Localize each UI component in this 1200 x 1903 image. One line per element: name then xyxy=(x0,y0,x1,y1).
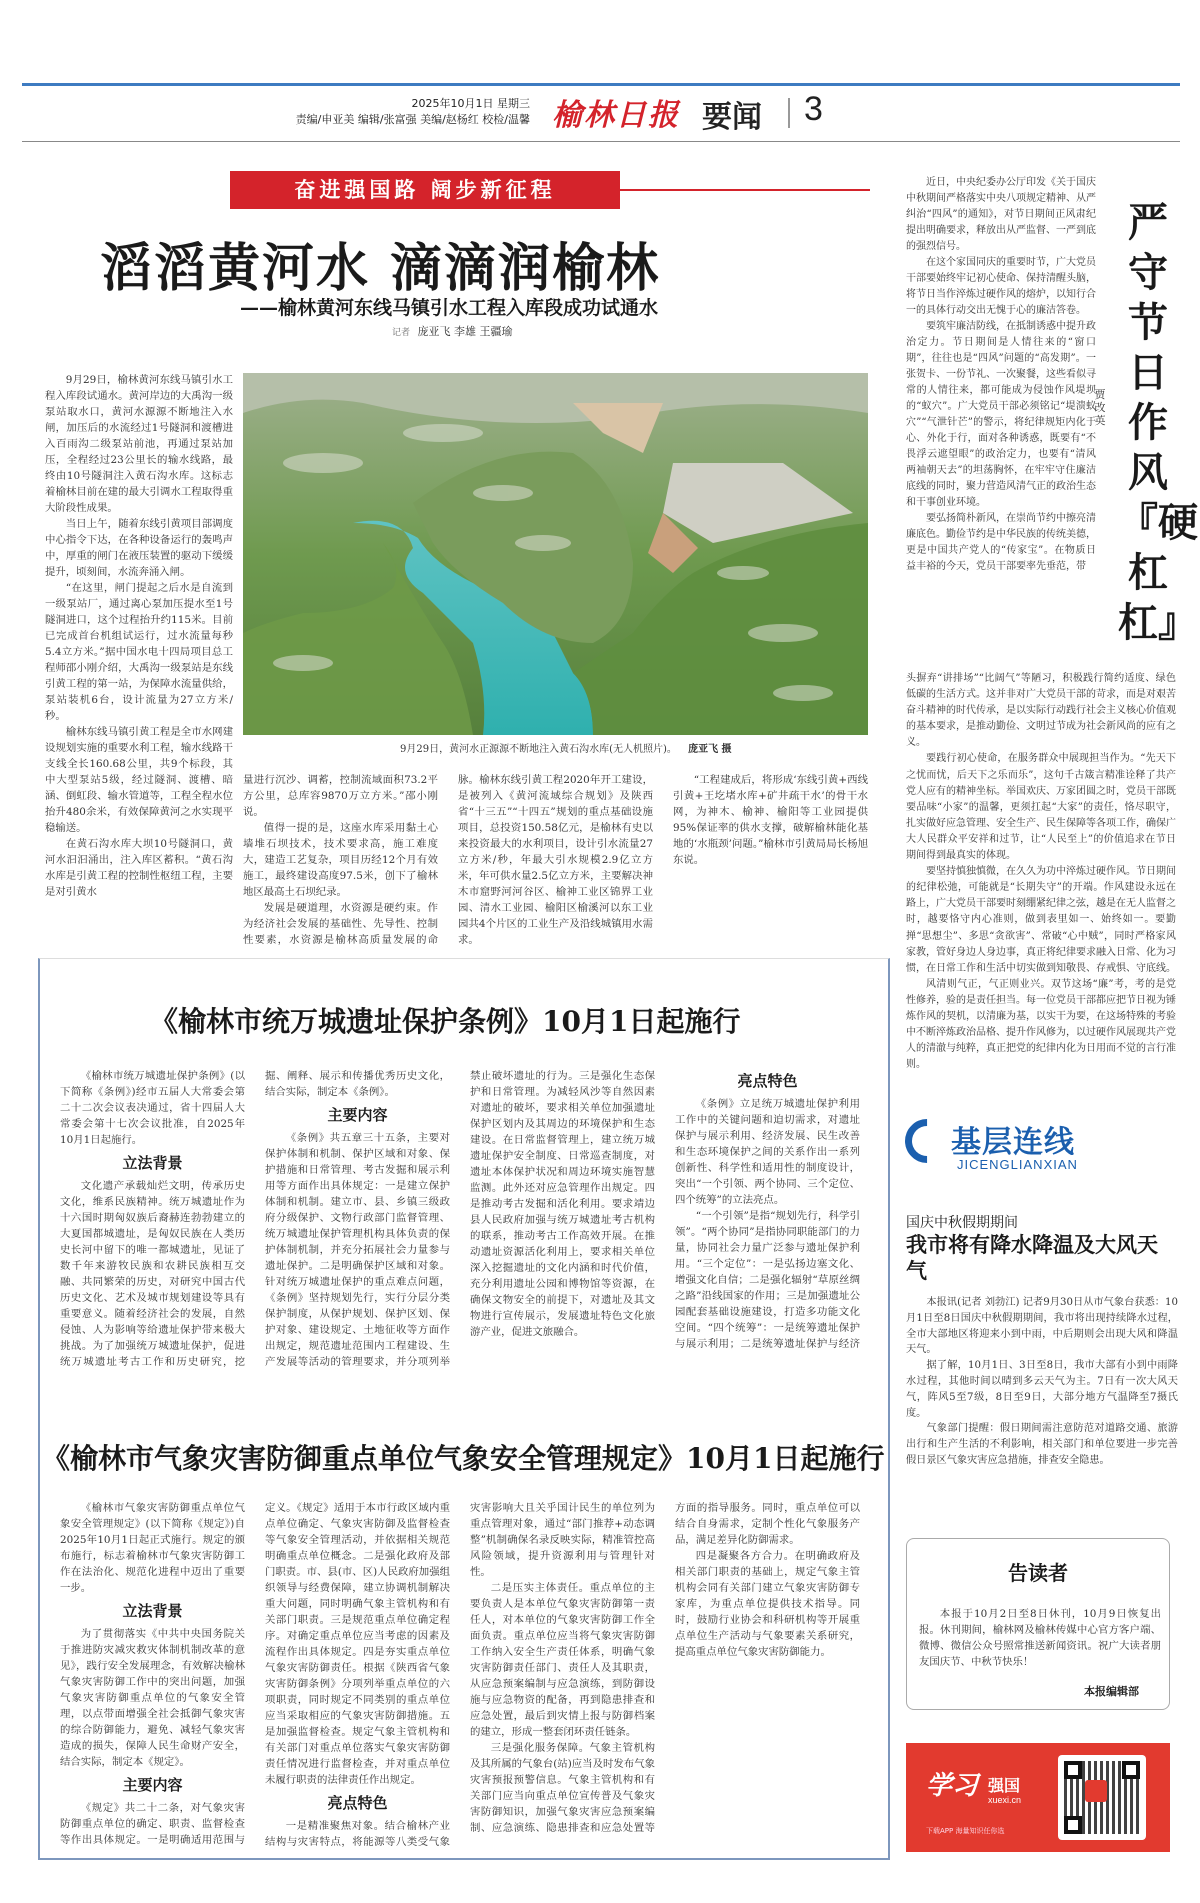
masthead-meta xyxy=(296,96,530,128)
paragraph: 榆林东线马镇引黄工程是全市水网建设规划实施的重要水利工程，输水线路干支线全长160.68公里，共9个标段，其中大型泵站5级，经过隧洞、渡槽、暗涵、倒虹段、输水管道等，工程全程水位抬升480余米，有效保障黄河之水实现平稳输送。 xyxy=(45,726,233,834)
law1-body xyxy=(60,1068,860,1373)
lead-byline xyxy=(392,323,513,339)
paragraph: 一是精准聚焦对象。结合榆林产业结构与灾害特点，将能源等八类受气象灾害影响大且关乎国计民生的单位列为重点管理对象，通过“部门推荐+动态调整”机制确保名录反映实际，精准管控高风险领域，提升资源利用与管理针对性。 xyxy=(265,1502,655,1848)
paragraph: 值得一提的是，这座水库采用黏土心墙堆石坝技术，技术要求高，施工难度大，建造工艺复杂，项目历经12个月有效施工，最终建设高度97.5米，创下了榆林地区最高土石坝纪录。 xyxy=(243,822,438,898)
section-heading: 主要内容 xyxy=(327,1106,388,1124)
weather-body xyxy=(906,1295,1178,1515)
paragraph: 在黄石沟水库大坝10号隧洞口，黄河水汩汩涌出，注入库区蓄积。“黄石沟水库是引黄工程的控制性枢纽工程，主要是对引黄水 xyxy=(45,838,233,898)
paragraph: 9月29日，榆林黄河东线马镇引水工程入库段试通水。黄河岸边的大禹沟一级泵站取水口，黄河水源源不断地注入水闸，加压后的水流经过1号隧洞和渡槽进入百雨沟二级泵站前池，再通过泵站加压，全程经过23公里长的输水线路，最终由10号隧洞注入黄石沟水库。这标志着榆林目前在建的最大引调水工程取得重大阶段性成果。 xyxy=(45,374,233,514)
xuexi-logo: 学习 xyxy=(926,1771,979,1801)
logo-chinese: 基层连线 xyxy=(951,1125,1075,1160)
section-heading: 亮点特色 xyxy=(737,1072,798,1090)
paragraph: “一个引领”是指“规划先行，科学引领”。“两个协同”是指协同职能部门的力量，协同社会力量广泛参与遗址保护利用。“三个定位”：一是弘扬边塞文化、增强文化自信；二是强化辐射“草原丝绸之路”沿线国家的作用；三是加强遗址公园配套基础设施建设，打造多功能文化空间。“四个统筹”：一是统筹遗址保护与展示利用；二是统筹遗址保护与经济 xyxy=(675,1210,860,1350)
section-heading: 立法背景 xyxy=(122,1602,183,1620)
xuexi-qiangguo-ad[interactable] xyxy=(906,1743,1170,1852)
paragraph: 近日，中央纪委办公厅印发《关于国庆中秋期间严格落实中央八项规定精神、从严纠治“四风”的通知》，对节日期间正风肃纪提出明确要求，释放出从严监督、一严到底的强烈信号。 xyxy=(906,177,1096,252)
byline-names: 庞亚飞 李雄 王疆瑜 xyxy=(417,325,513,338)
weather-headline: 我市将有降水降温及大风天气 xyxy=(906,1232,1158,1283)
reservoir-photo-illustration xyxy=(243,373,868,735)
issue-date: 2025年10月1日 星期三 xyxy=(411,97,530,110)
qr-finder-icon xyxy=(1122,1761,1140,1779)
jiceng-lianxian-logo xyxy=(905,1117,1125,1177)
editor-credits: 责编/申亚美 编辑/张富强 美编/赵杨红 校检/温馨 xyxy=(295,113,530,126)
paragraph: 量进行沉沙、调蓄，控制流域面积73.2平方公里，总库容9870万立方米。”邵小刚说。 xyxy=(243,774,438,818)
paragraph: 《条例》立足统万城遗址保护利用工作中的关键问题和迫切需求，对遗址保护与展示利用、经济发展、民生改善和生态环境保护之间的关系作出一系列创新性、科学性和适用性的制度设计，突出“一个引领、两个协同、三个定位、四个统筹”的立法亮点。 xyxy=(675,1098,860,1206)
photo-caption xyxy=(400,740,732,755)
paragraph: 气象部门提醒：假日期间需注意防范对道路交通、旅游出行和生产生活的不利影响，相关部门和单位要进一步完善假日景区气象灾害应急措施，排查安全隐患。 xyxy=(906,1423,1178,1466)
paragraph: 当日上午，随着东线引黄项目部调度中心指令下达，在各种设备运行的轰鸣声中，厚重的闸门在液压装置的驱动下缓缓提升，顷刻间，水流奔涌入闸。 xyxy=(45,518,233,578)
paragraph: 本报讯(记者 刘勃江) 记者9月30日从市气象台获悉：10月1日至8日国庆中秋假期期间，我市将出现持续降水过程，全市大部地区将迎来小到中雨，中后期则会出现大风和降温天气。 xyxy=(906,1297,1178,1356)
qr-finder-icon xyxy=(1064,1816,1082,1834)
law2-headline: 《榆林市气象灾害防御重点单位气象安全管理规定》10月1日起施行 xyxy=(42,1442,885,1475)
lead-subheadline: ——榆林黄河东线马镇引水工程入库段成功试通水 xyxy=(240,297,659,319)
xuexi-app-icon xyxy=(1085,1780,1107,1802)
xuexi-domain: xuexi.cn xyxy=(988,1795,1022,1805)
commentary-title: 严守节日作风『硬杠杠』 xyxy=(1118,199,1198,646)
xuexi-logo-suffix: 强国 xyxy=(988,1776,1021,1795)
notice-body xyxy=(919,1606,1161,1670)
xuexi-slogan: 下载APP 海量知识任你选 xyxy=(926,1827,1005,1835)
section-heading: 主要内容 xyxy=(122,1776,183,1794)
paragraph: 要坚持慎独慎微，在久久为功中淬炼过硬作风。节日期间的纪律松弛，可能就是“长期失守”的开端。作风建设永远在路上，广大党员干部要时刻绷紧纪律之弦，越是在无人监督之时，越要恪守内心准则，做到表里如一、始终如一。要勤掸“思想尘”、多思“贪欲害”、常破“心中贼”，同时严格家风家教，管好身边人身边事，真正将纪律要求融入日常、化为习惯，在日常工作和生活中切实做到知敬畏、存戒惧、守底线。 xyxy=(906,866,1176,974)
lead-article-columns xyxy=(243,772,868,948)
lead-headline: 滔滔黄河水 滴滴润榆林 xyxy=(100,239,661,299)
masthead-divider xyxy=(788,98,790,128)
logo-pinyin: JICENGLIANXIAN xyxy=(957,1157,1078,1172)
paragraph: 《条例》共五章三十五条，主要对保护体制和机制、保护区域和对象、保护措施和日常管理、考古发掘和展示利用等方面作出具体规定：一是建立保护体制和机制。建立市、县、乡镇三级政府分级保护、文物行政部门监督管理、统万城遗址保护管理机构具体负责的保护体制机制，并充分拓展社会力量参与遗址保护。二是明确保护区域和对象。针对统万城遗址保护的重点难点问题，《条例》坚持规划先行，实行分层分类保护制度，从保护规划、保护区划、保护对象、建设规定、土地征收等方面作出规定，规范遗址范围内工程建设、生产发展等活动的管理要求，并分项列举禁止破坏遗址的行为。三是强化生态保护和日常管理。为减轻风沙等自然因素对遗址的破坏，要求相关单位加强遗址保护区划内及其周边的环境保护和生态建设。在日常监督管理上，建立统万城遗址保护安全制度、日常巡查制度，对遗址本体保护状况和周边环境实施智慧监测。此外还对应急管理作出规定。四是推动考古发掘和活化利用。要求靖边县人民政府加强与统万城遗址考古机构的联系，推动考古工作高效开展。在推动遗址资源活化利用上，要求相关单位深入挖掘遗址的文化内涵和时代价值，充分利用遗址公园和博物馆等资源，在确保文物安全的前提下，对遗址及其文物进行宣传展示，发展遗址特色文化旅游产业，促进文旅融合。 xyxy=(265,1070,655,1368)
paragraph: 三是强化服务保障。气象主管机构及其所属的气象台(站)应当及时发布气象灾害预报预警信息。气象主管机构和有关部门应当向重点单位宣传普及气象灾害防御知识，加强气象灾害应急预案编制、应急演练、隐患排查和应急处置等方面的指导服务。同时，重点单位可以结合自身需求，定制个性化气象服务产品，满足差异化防御需求。 xyxy=(470,1502,860,1834)
section-heading: 亮点特色 xyxy=(327,1794,388,1812)
byline-label: 记者 xyxy=(392,328,411,338)
notice-signature: 本报编辑部 xyxy=(1084,1685,1139,1698)
caption-text: 9月29日，黄河水正源源不断地注入黄石沟水库(无人机照片)。 xyxy=(400,744,677,755)
paper-logo: 榆林日报 xyxy=(552,98,680,133)
qr-code[interactable] xyxy=(1058,1755,1146,1840)
law1-headline: 《榆林市统万城遗址保护条例》10月1日起施行 xyxy=(150,1005,741,1038)
section-name: 要闻 xyxy=(702,100,762,135)
paragraph: 要筑牢廉洁防线，在抵制诱惑中提升政治定力。节日期间是人情往来的“窗口期”，往往也是“四风”问题的“高发期”。一张贺卡、一份节礼、一次聚餐，这些看似寻常的人情往来，都可能成为侵蚀作风堤坝的“蚁穴”。广大党员干部必须铭记“堤溃蚁穴”“气泄针芒”的警示，将纪律规矩内化于心、外化于行，面对各种诱惑，既要有“不畏浮云遮望眼”的政治定力，也要有“清风两袖朝天去”的坦荡胸怀，在牢牢守住廉洁底线的同时，聚力营造风清气正的政治生态和干事创业环境。 xyxy=(906,321,1096,508)
paragraph: 《榆林市气象灾害防御重点单位气象安全管理规定》(以下简称《规定》)自2025年10月1日起正式施行。规定的颁布施行，标志着榆林市气象灾害防御工作在法治化、规范化进程中迈出了重要一步。 xyxy=(60,1502,245,1594)
commentary-body-narrow xyxy=(906,175,1096,671)
paragraph: 要弘扬简朴新风，在崇尚节约中擦亮清廉底色。勤俭节约是中华民族的传统美德，更是中国共产党人的“传家宝”。在物质日益丰裕的今天，党员干部要率先垂范，带 xyxy=(906,513,1096,572)
paragraph: 本报于10月2日至8日休刊，10月9日恢复出报。休刊期间，榆林网及榆林传媒中心官方客户端、微博、微信公众号照常推送新闻资讯。祝广大读者朋友国庆节、中秋节快乐！ xyxy=(919,1608,1161,1668)
paragraph: 《榆林市统万城遗址保护条例》(以下简称《条例》)经市五届人大常委会第二十二次会议表决通过，省十四届人大常委会第十七次会议批准，自2025年10月1日起施行。 xyxy=(60,1070,245,1146)
lead-article-column-1 xyxy=(45,372,233,942)
paragraph: 文化遗产承载灿烂文明，传承历史文化，维系民族精神。统万城遗址作为十六国时期匈奴族后裔赫连勃勃建立的大夏国都城遗址，是匈奴民族在人类历史长河中留下的唯一都城遗址，见证了数千年来游牧民族和农耕民族相互交融、共同繁荣的历史，对研究中国古代历史文化、艺术及城市规划建设等具有重要意义。随着经济社会的发展，自然侵蚀、人为影响等给遗址保护带来极大挑战。为了加强统万城遗址保护，促进统万城遗址考古工作和历史研究，挖掘、阐释、展示和传播优秀历史文化，结合实际，制定本《条例》。 xyxy=(60,1070,450,1368)
reservoir-aerial-photo xyxy=(243,373,868,735)
law2-body xyxy=(60,1500,860,1850)
paragraph: 风清则气正，气正则业兴。双节这场“廉”考，考的是党性修养，验的是责任担当。每一位党员干部都应把节日视为锤炼作风的契机，以清廉为基，以实干为要，在这场特殊的考验中不断淬炼政治品格、提升作风修为，以过硬作风展现共产党人的清澈与纯粹，真正把党的纪律内化为日用而不觉的言行准则。 xyxy=(906,978,1176,1071)
paragraph: “工程建成后，将形成‘东线引黄+西线引黄+王圪堵水库+矿井疏干水’的骨干水网，为神木、榆神、榆阳等工业园提供95%保证率的供水支撑，破解榆林能化基地的‘水瓶颈’问题。”榆林市引黄局局长杨旭东说。 xyxy=(673,774,868,866)
paragraph: 二是压实主体责任。重点单位的主要负责人是本单位气象灾害防御第一责任人，对本单位的气象灾害防御工作全面负责。重点单位应当将气象灾害防御工作纳入安全生产责任体系，明确气象灾害防御责任部门、责任人及其职责，从应急预案编制与应急演练，到防御设施与应急物资的配备，再到隐患排查和应急处置，最后到灾情上报与防御档案的建立，形成一整套闭环责任链条。 xyxy=(470,1582,655,1738)
weather-kicker: 国庆中秋假期期间 xyxy=(906,1215,1018,1231)
photo-credit: 庞亚飞 摄 xyxy=(688,744,732,755)
paragraph: 《规定》共二十二条，对气象灾害防御重点单位的确定、职责、监督检查等作出具体规定。一是明确适用范围与定义。《规定》适用于本市行政区域内重点单位确定、气象灾害防御及监督检查等气象安全管理活动，并依据相关规范明确重点单位概念。二是强化政府及部门职责。市、县(市、区)人民政府加强组织领导与经费保障，建立协调机制解决重大问题，同时明确气象主管机构和有关部门职责。三是规范重点单位确定程序。对确定重点单位应当考虑的因素及流程作出具体规定。四是夯实重点单位气象灾害防御责任。根据《陕西省气象灾害防御条例》分项列举重点单位的六项职责，同时规定不同类别的重点单位应当采取相应的气象灾害防御措施。五是加强监督检查。规定气象主管机构和有关部门对重点单位落实气象灾害防御责任情况进行监督检查，并对重点单位未履行职责的法律责任作出规定。 xyxy=(60,1502,450,1846)
paragraph: 头摒弃“讲排场”“比阔气”等陋习，积极践行简约适度、绿色低碳的生活方式。这并非对广大党员干部的苛求，而是对艰苦奋斗精神的时代传承，是以实际行动践行社会主义核心价值观的基本要求，是推动勤俭、文明过节成为社会新风尚的应有之义。 xyxy=(906,673,1176,749)
section-heading: 立法背景 xyxy=(122,1154,183,1172)
paragraph: 要践行初心使命，在服务群众中展现担当作为。“先天下之忧而忧，后天下之乐而乐”，这句千古箴言精准诠释了共产党人应有的精神坐标。举国欢庆、万家团圆之时，党员干部既要品味“小家”的温馨，更须扛起“大家”的责任，恪尽职守，扎实做好应急管理、安全生产、民生保障等各项工作，确保广大人民群众平安祥和过节，让“人民至上”的价值追求在节日期间得到最真实的体现。 xyxy=(906,753,1176,862)
commentary-author: 贾改英 xyxy=(1094,388,1106,427)
qr-finder-icon xyxy=(1064,1761,1082,1779)
notice-title: 告读者 xyxy=(1008,1561,1068,1585)
banner-rule xyxy=(620,189,870,191)
phone-handset-icon xyxy=(896,1110,958,1172)
paragraph: 在这个家国同庆的重要时节，广大党员干部要始终牢记初心使命、保持清醒头脑，将节日当作淬炼过硬作风的熔炉，以知行合一的具体行动交出无愧于心的廉洁答卷。 xyxy=(906,257,1096,316)
paragraph: 四是凝聚各方合力。在明确政府及相关部门职责的基础上，规定气象主管机构会同有关部门建立气象灾害防御专家库，为重点单位提供技术指导。同时，鼓励行业协会和科研机构等开展重点单位生产活动与气象要素关系研究，提高重点单位气象灾害防御能力。 xyxy=(675,1550,860,1658)
paragraph: 发展是硬道理，水资源是硬约束。作为经济社会发展的基础性、先导性、控制性要素，水资源是榆林高质量发展的命脉。榆林东线引黄工程2020年开工建设，是被列入《黄河流域综合规划》及陕西省“十三五”“十四五”规划的重点基础设施项目，总投资150.58亿元，是榆林有史以来投资最大的水利项目，设计引水流量27立方米/秒，年最大引水规模2.9亿立方米，年可供水量2.5亿立方米，主要解决神木市窟野河河谷区、榆神工业区锦界工业园、清水工业园、榆阳区榆溪河以东工业园共4个片区的工业生产及沿线城镇用水需求。 xyxy=(243,774,653,946)
commentary-body-wide xyxy=(906,671,1176,1071)
page-number: 3 xyxy=(804,90,823,128)
masthead xyxy=(22,86,1180,142)
paragraph: 据了解，10月1日、3日至8日，我市大部有小到中雨降水过程，其他时间以晴到多云天气为主。7日有一次大风天气，阵风5至7级，8日至9日，大部分地方气温降至7摄氏度。 xyxy=(906,1360,1178,1419)
series-banner: 奋进强国路 阔步新征程 xyxy=(230,171,620,209)
paragraph: 为了贯彻落实《中共中央国务院关于推进防灾减灾救灾体制机制改革的意见》，践行安全发展理念，有效解决榆林气象灾害防御工作中的突出问题，加强气象灾害防御重点单位的气象安全管理，以点带面增强全社会抵御气象灾害的综合防御能力，避免、减轻气象灾害造成的损失，保障人民生命财产安全，结合实际，制定本《规定》。 xyxy=(60,1628,245,1768)
paragraph: “在这里，闸门提起之后水是自流到一级泵站厂，通过离心泵加压提水至1号隧洞进口，这个过程抬升约115米。目前已完成首台机组试运行，过水流量每秒5.4立方米。”据中国水电十四局项目总工程师邵小刚介绍，大禹沟一级泵站是东线引黄工程的第一站，为保障水流量供给，泵站装机6台，设计流量为27立方米/秒。 xyxy=(45,582,233,722)
reader-notice-box xyxy=(906,1538,1170,1710)
